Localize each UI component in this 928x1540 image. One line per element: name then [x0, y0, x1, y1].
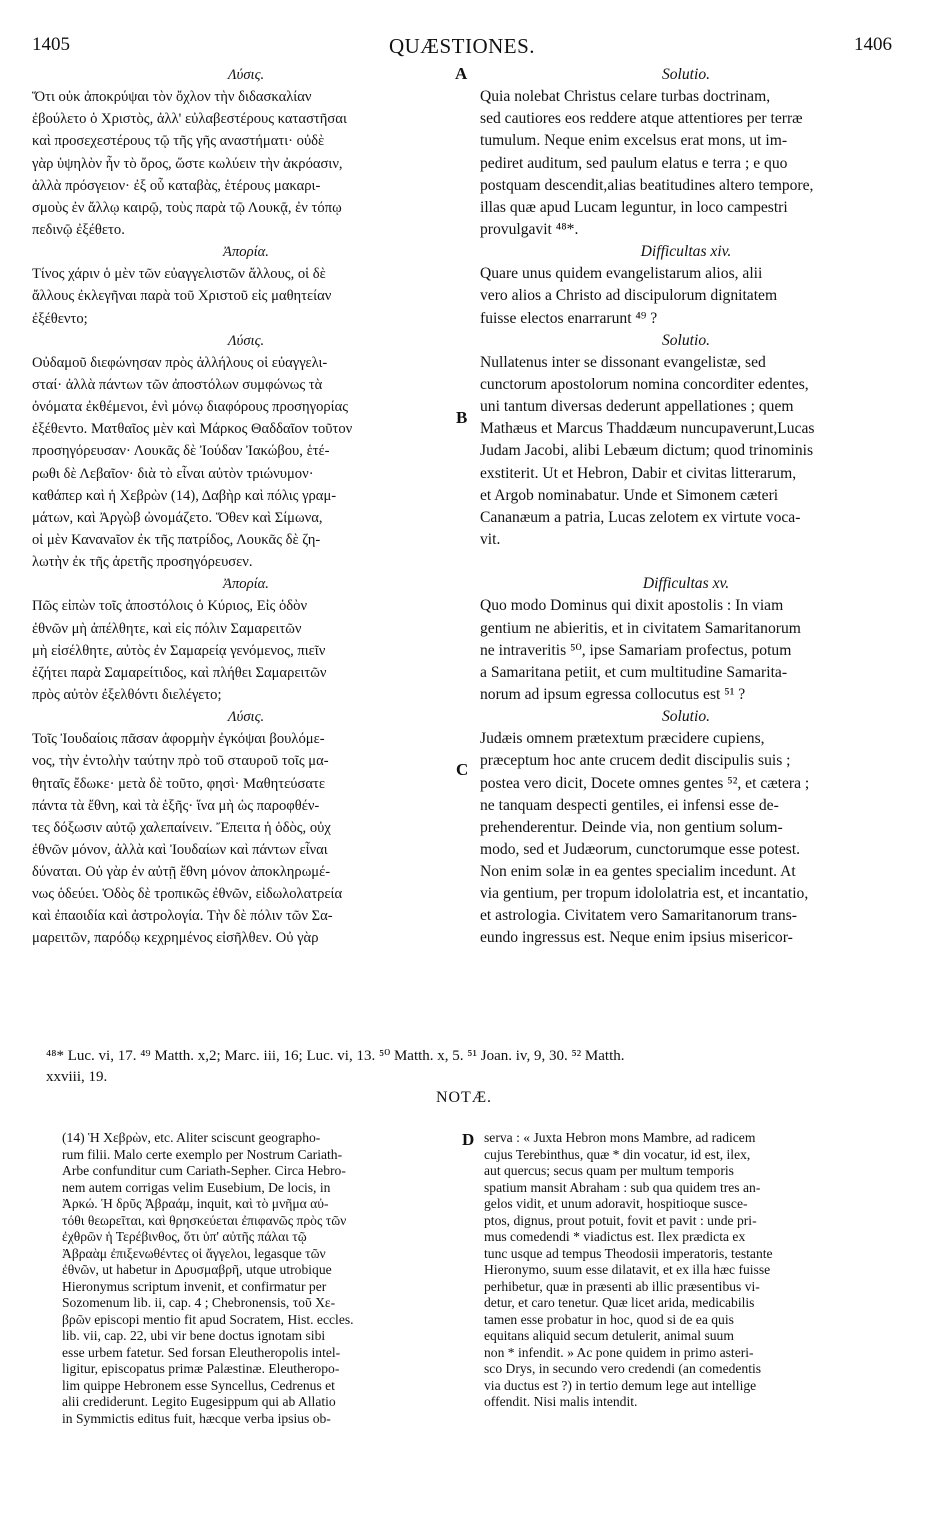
note-line: βρῶν episcopi mentio fit apud Socratem, Hist. eccles.: [62, 1311, 354, 1327]
notes-right-column: [484, 1130, 894, 1411]
latin-text-line: Quia nolebat Christus celare turbas doctrinam,: [480, 88, 771, 106]
note-line: in Symmictis editus fuit, hæcque verba ipsius ob-: [62, 1410, 331, 1426]
note-line: tunc usque ad tempus Theodosii imperatoris, testante: [484, 1245, 773, 1261]
greek-text-line: πεδινῷ ἐξέθετο.: [32, 221, 125, 238]
scripture-references: [46, 1046, 898, 1088]
greek-text-line: μαρειτῶν, παρόδῳ κεχρημένος εἰσῆλθεν. Οὐ γὰρ: [32, 930, 319, 947]
greek-text-line: προσηγόρευσαν· Λουκᾶς δὲ Ἰούδαν Ἰακώβου, ἑτέ-: [32, 443, 330, 460]
greek-text-line: ἀλλὰ πρόσγειον· ἐξ οὗ καταβὰς, ἑτέρους μακαρι-: [32, 177, 321, 194]
greek-text-line: ἐβούλετο ὁ Χριστὸς, ἀλλ' εὐλαβεστέρους καταστῆσαι: [32, 111, 347, 128]
latin-text-line: provulgavit ⁴⁸*.: [480, 220, 579, 238]
note-line: equitans aliquid secum detulerit, animal suum: [484, 1328, 734, 1343]
latin-text-line: cunctorum apostolorum nomina concorditer edentes,: [480, 375, 809, 393]
greek-text-line: μὴ εἰσέλθητε, αὐτὸς ἐν Σαμαρείᾳ γενόμενος, πιεῖν: [32, 642, 326, 659]
note-line: ptos, dignus, prout potuit, fovit et pavit : unde pri-: [484, 1212, 757, 1228]
latin-text-line: via gentium, per tropum idololatria est, et incantatio,: [480, 885, 809, 903]
latin-text-line: et Argob nominabatur. Unde et Simonem cæteri: [480, 486, 779, 504]
note-line: Sozomenum lib. ii, cap. 4 ; Chebronensis, τοῦ Χε-: [62, 1295, 336, 1310]
greek-text-line: ἄλλους ἐκλεγῆναι παρὰ τοῦ Χριστοῦ εἰς μαθητείαν: [32, 288, 332, 305]
latin-text-line: Non enim solæ in ea gentes specialim incedunt. At: [480, 863, 796, 881]
page-number-left: 1405: [32, 34, 70, 55]
greek-text-line: σταί· ἀλλὰ πάντων τῶν ἀποστόλων συμφώνως τὰ: [32, 376, 323, 393]
latin-section-title: Solutio.: [661, 331, 711, 349]
note-line: τόθι θεωρεῖται, καὶ θρησκεύεται ἐπιφανῶς πρὸς τῶν: [62, 1212, 347, 1228]
latin-spacer: [480, 551, 892, 573]
note-line: offendit. Nisi malis intendit.: [484, 1394, 638, 1409]
latin-text-line: postea vero dicit, Docete omnes gentes ⁵², et cætera ;: [480, 774, 810, 792]
note-line: cujus Terebinthus, quæ * din vocatur, id est, ilex,: [484, 1146, 751, 1162]
greek-section-title: Ἀπορία.: [223, 576, 269, 593]
greek-text-line: Τοῖς Ἰουδαίοις πᾶσαν ἀφορμὴν ἐγκόψαι βουλόμε-: [32, 731, 325, 748]
greek-section-title: Ἀπορία.: [223, 244, 269, 261]
note-line: non * infendit. » Ac pone quidem in primo asteri-: [484, 1344, 754, 1360]
greek-text-line: Τίνος χάριν ὁ μὲν τῶν εὐαγγελιστῶν ἄλλους, οἱ δὲ: [32, 266, 326, 283]
greek-text-line: τες δόξωσιν αὐτῷ χαλεπαίνειν. Ἔπειτα ἡ ὁδὸς, οὐχ: [32, 819, 331, 836]
latin-section-title: Solutio.: [661, 708, 711, 726]
latin-text-line: exstiterit. Ut et Hebron, Dabir et civitas litterarum,: [480, 464, 797, 482]
notes-heading: NOTÆ.: [435, 1089, 493, 1106]
greek-text-line: πάντα τὰ ἔθνη, καὶ τὰ ἑξῆς· ἵνα μὴ ὡς παροφθέν-: [32, 797, 320, 814]
note-line: ligitur, episcopatus primæ Palæstinæ. Eleutheropo-: [62, 1361, 340, 1376]
greek-section-title: Λύσις.: [227, 332, 265, 349]
note-line: ἐθνῶν, ut habetur in Δρυσμαβρῆ, utque utrobique: [62, 1262, 332, 1277]
note-line: gelos vidit, et unum adoravit, hospitioque susce-: [484, 1196, 748, 1211]
note-line: ἐχθρῶν ἡ Τερέβινθος, ὅτι ὑπ' αὐτῆς πάλαι τῷ: [62, 1229, 307, 1244]
latin-column: [480, 64, 892, 950]
greek-column: [32, 64, 460, 950]
running-title: QUÆSTIONES.: [388, 34, 536, 58]
margin-marker-b: B: [456, 408, 468, 427]
note-line: aut quercus; secus quam per multum temporis: [484, 1163, 734, 1178]
note-line: tamen esse probatur in hoc, quod si de ea quis: [484, 1311, 734, 1327]
latin-text-line: vit.: [480, 530, 501, 548]
note-line: alii crediderunt. Legito Eugesippum qui ab Allatio: [62, 1394, 336, 1409]
greek-text-line: Ὅτι οὐκ ἀποκρύψαι τὸν ὄχλον τὴν διδασκαλίαν: [32, 89, 312, 106]
greek-text-line: θηταῖς ἔδωκε· μετὰ δὲ τοῦτο, φησὶ· Μαθητεύσατε: [32, 775, 326, 792]
greek-text-line: γὰρ ὑψηλὸν ἦν τὸ ὄρος, ὥστε κωλύειν τὴν ἀκρόασιν,: [32, 155, 343, 172]
note-line: Ἀρκώ. Ἡ δρῦς Ἀβραάμ, inquit, καὶ τὸ μνῆμα αὐ-: [62, 1196, 329, 1211]
greek-text-line: ἐζήτει παρὰ Σαμαρείτιδος, καὶ πλήθει Σαμαρειτῶν: [32, 664, 327, 681]
margin-marker-c: C: [456, 760, 469, 779]
references-line: xxviii, 19.: [46, 1069, 108, 1085]
page-number-right: 1406: [854, 34, 892, 55]
greek-text-line: καὶ προσεχεστέρους τῷ τῆς γῆς αναστήματι· οὐδὲ: [32, 133, 325, 150]
note-line: Arbe confunditur cum Cariath-Sepher. Circa Hebro-: [62, 1163, 346, 1178]
note-line: serva : « Juxta Hebron mons Mambre, ad radicem: [484, 1130, 756, 1145]
greek-text-line: πρὸς αὐτὸν ἐξελθόντι διελέγετο;: [32, 686, 222, 703]
latin-text-line: Judæis omnem prætextum præcidere cupiens,: [480, 730, 765, 748]
latin-text-line: ne tanquam despecti gentiles, ei infensi esse de-: [480, 796, 779, 814]
note-line: via ductus est ?) in tertio demum lege aut intellige: [484, 1377, 757, 1393]
greek-text-line: ἐθνῶν μὴ ἀπέλθητε, καὶ εἰς πόλιν Σαμαρειτῶν: [32, 620, 302, 637]
greek-text-line: σμοὺς ἐν ἄλλῳ καιρῷ, τοὺς παρὰ τῷ Λουκᾷ, ἐν τόπῳ: [32, 199, 342, 216]
greek-section-title: Λύσις.: [227, 67, 265, 83]
greek-text-line: λωτὴν ἐκ τῆς ἀρετῆς προσηγόρευσεν.: [32, 554, 253, 571]
note-line: lib. vii, cap. 22, ubi vir bene doctus ignotam sibi: [62, 1328, 326, 1343]
latin-text-line: illas quæ apud Lucam leguntur, in loco campestri: [480, 198, 788, 216]
greek-text-line: ἐξέθεντο;: [32, 310, 88, 327]
latin-text-line: et astrologia. Civitatem vero Samaritanorum trans-: [480, 907, 797, 925]
greek-text-line: νος, τὴν ἐντολὴν ταύτην πρὸ τοῦ σταυροῦ τοῖς μα-: [32, 753, 329, 770]
greek-text-line: οἱ μὲν Κανανaῖον ἐκ τῆς πατρίδος, Λουκᾶς δὲ ζη-: [32, 531, 321, 548]
latin-text-line: Judam Jacobi, alibi Lebæum dictum; quod trinominis: [480, 442, 814, 460]
greek-text-line: Πῶς εἰπὼν τοῖς ἀποστόλοις ὁ Κύριος, Εἰς ὁδὸν: [32, 598, 308, 615]
note-line: esse urbem fatetur. Sed forsan Eleutheropolis intel-: [62, 1344, 341, 1360]
latin-text-line: norum ad ipsum egressa collocutus est ⁵¹ ?: [480, 685, 746, 703]
latin-text-line: præceptum hoc ante crucem dedit discipulis suis ;: [480, 752, 791, 770]
greek-text-line: καθάπερ καὶ ἡ Χεβρὼν (14), Δαβὴρ καὶ πόλις γραμ-: [32, 487, 337, 504]
note-line: rum filii. Malo certe exemplo per Nostrum Cariath-: [62, 1146, 343, 1162]
note-line: (14) Ἡ Χεβρὼν, etc. Aliter sciscunt geographo-: [62, 1130, 321, 1145]
note-line: Hieronymo, suum esse dilatavit, et ex illa hæc fuisse: [484, 1262, 771, 1277]
latin-text-line: Cananæum a patria, Lucas zelotem ex virtute voca-: [480, 508, 801, 526]
note-line: spatium mansit Abraham : sub qua quidem tres an-: [484, 1179, 761, 1195]
latin-text-line: sed cautiores eos reddere atque attentiores per terræ: [480, 110, 803, 128]
page-header: [32, 34, 892, 60]
margin-marker-d: D: [462, 1130, 475, 1149]
note-line: mus comedendi * viadictus est. Ilex prædicta ex: [484, 1229, 746, 1244]
latin-section-title: Difficultas xv.: [642, 575, 730, 593]
note-line: nem autem corrigas velim Eusebium, De locis, in: [62, 1179, 331, 1195]
latin-text-line: pediret auditum, sed paulum elatus e terra ; e quo: [480, 154, 788, 172]
note-line: detur, et caro tenetur. Quæ licet arida, medicabilis: [484, 1295, 755, 1310]
greek-text-line: ὀνόματα ἐκθέμενοι, ἑνὶ μόνῳ διαφόρους προσηγορίας: [32, 399, 348, 416]
latin-text-line: postquam descendit,alias beatitudines altero tempore,: [480, 176, 814, 194]
latin-section-title: Solutio.: [661, 66, 711, 83]
latin-text-line: tumulum. Neque enim excelsus erat mons, ut im-: [480, 132, 788, 150]
latin-text-line: vero alios a Christo ad discipulorum dignitatem: [480, 287, 778, 305]
latin-text-line: prehenderentur. Deinde via, non gentium solum-: [480, 818, 783, 836]
latin-text-line: a Samaritana petiit, et cum multitudine Samarita-: [480, 663, 788, 681]
latin-text-line: uni tantum diversas dederunt appellationes ; quem: [480, 398, 794, 416]
latin-section-title: Difficultas xiv.: [640, 243, 732, 261]
latin-text-line: Quare unus quidem evangelistarum alios, alii: [480, 265, 763, 283]
notes-left-column: [62, 1130, 458, 1427]
note-line: perhibetur, quæ in præsenti ab illic præsentibus vi-: [484, 1278, 760, 1294]
greek-text-line: μάτων, καὶ Ἀργὼβ ὠνομάζετο. Ὅθεν καὶ Σίμωνα,: [32, 509, 323, 526]
greek-text-line: καὶ ἐπαοιδία καὶ ἀστρολογία. Τὴν δὲ πόλιν τῶν Σα-: [32, 908, 333, 925]
note-line: sco Drys, in secundo vero credendi (an comedentis: [484, 1361, 762, 1376]
note-line: Hieronymus scriptum invenit, et confirmatur per: [62, 1278, 327, 1294]
references-line: ⁴⁸* Luc. vi, 17. ⁴⁹ Matth. x,2; Marc. iii, 16; Luc. vi, 13. ⁵⁰ Matth. x, 5. ⁵¹ Joan. iv, 9, 30. ⁵² Matth.: [46, 1048, 625, 1064]
latin-text-line: Mathæus et Marcus Thaddæum nuncupaverunt,Lucas: [480, 420, 815, 438]
greek-text-line: δύναται. Οὐ γὰρ ἐν αὐτῇ ἔθνη μόνον ἀποκληρωμέ-: [32, 864, 331, 881]
latin-text-line: eundo ingressus est. Neque enim ipsius misericor-: [480, 929, 793, 947]
note-line: Ἀβραὰμ ἐπιξενωθέντες οἱ ἄγγελοι, legasque τῶν: [62, 1245, 326, 1261]
greek-text-line: Οὐδαμοῦ διεφώνησαν πρὸς ἀλλήλους οἱ εὐαγγελι-: [32, 354, 328, 371]
latin-text-line: gentium ne abieritis, et in civitatem Samaritanorum: [480, 619, 801, 637]
greek-text-line: νως ὁδεύει. Ὁδὸς δὲ τροπικῶς ἐθνῶν, εἰδωλολατρεία: [32, 886, 343, 903]
note-line: lim quippe Hebronem esse Syncellus, Cedrenus et: [62, 1377, 335, 1393]
greek-text-line: ρωθι δὲ Λεβαῖον· διὰ τὸ εἶναι αὐτὸν τριώνυμον·: [32, 465, 314, 482]
margin-marker-a: A: [455, 64, 468, 83]
latin-text-line: modo, sed et Judæorum, cunctorumque esse potest.: [480, 840, 801, 858]
latin-text-line: fuisse electos enarrarunt ⁴⁹ ?: [480, 309, 658, 327]
greek-section-title: Λύσις.: [227, 709, 265, 726]
greek-text-line: ἐθνῶν μόνον, ἀλλὰ καὶ Ἰουδαίων καὶ πάντων εἶναι: [32, 841, 328, 858]
latin-text-line: Quo modo Dominus qui dixit apostolis : In viam: [480, 597, 784, 615]
greek-text-line: ἐξέθεντο. Ματθαῖος μὲν καὶ Μάρκος Θαδδαῖον τοῦτον: [32, 421, 353, 438]
latin-text-line: Nullatenus inter se dissonant evangelistæ, sed: [480, 353, 766, 371]
latin-text-line: ne intraveritis ⁵⁰, ipse Samariam profectus, potum: [480, 641, 792, 659]
